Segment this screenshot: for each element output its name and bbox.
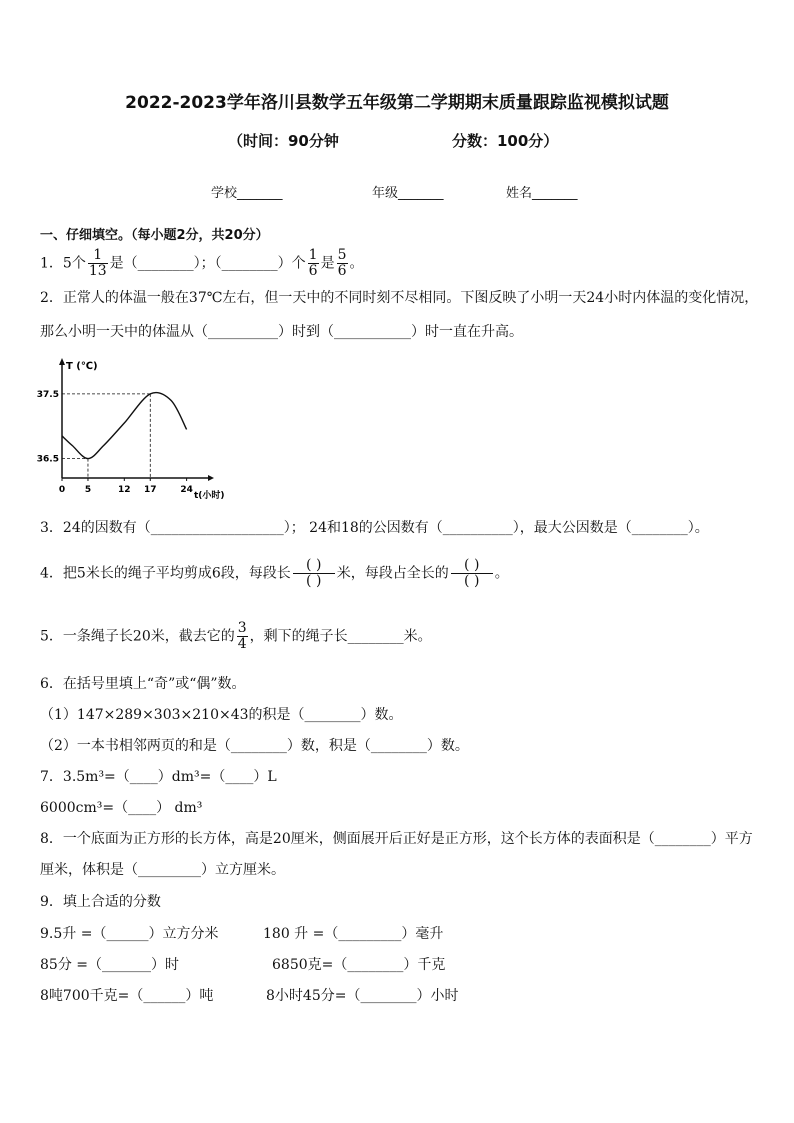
question-7-line-1: 7．3.5m³=（____）dm³=（____）L	[40, 769, 277, 785]
x-tick-label: 5	[84, 485, 92, 495]
fraction: $\frac{3}{4}$	[237, 620, 247, 652]
question-2-line-2: 那么小明一天中的体温从（__________）时到（___________）时一直在升高。	[40, 324, 523, 340]
question-5: 5．一条绳子长20米，截去它的 $\frac{3}{4}$ ，剩下的绳子长________米。	[40, 620, 432, 652]
question-8-line-1: 8．一个底面为正方形的长方体，高是20厘米，侧面展开后正好是正方形，这个长方体的表面积是（________）平方	[40, 831, 753, 847]
name-field: 姓名_______	[506, 186, 578, 201]
y-tick-label: 36.5	[36, 454, 59, 465]
question-9-heading: 9．填上合适的分数	[40, 894, 161, 910]
question-8-line-2: 厘米，体积是（_________）立方厘米。	[40, 862, 285, 878]
question-9-item: 85分 =（_______）时	[40, 957, 179, 973]
fraction: $\frac{1}{13}$	[88, 247, 107, 279]
x-tick-label: 12	[118, 485, 131, 495]
question-9-item: 8小时45分=（________）小时	[266, 988, 459, 1004]
temperature-curve	[62, 392, 187, 458]
x-tick-label: 17	[144, 485, 157, 495]
grade-field: 年级_______	[372, 186, 444, 201]
fraction: $\frac{5}{6}$	[337, 247, 347, 279]
question-6-line-3: （2）一本书相邻两页的和是（________）数，积是（________）数。	[40, 738, 469, 754]
question-9-item: 6850克=（________）千克	[272, 957, 446, 973]
fraction-blank: $\frac{( )}{( )}$	[451, 558, 493, 589]
exam-score: 分数：100分）	[452, 132, 559, 150]
question-4: 4．把5米长的绳子平均剪成6段，每段长 $\frac{( )}{( )}$ 米，每段占全长的 $\frac{( )}{( )}$ 。	[40, 557, 509, 589]
question-1: 1．5个 $\frac{1}{13}$ 是（________）；（________）个 $\frac{1}{6}$ 是 $\frac{5}{6}$ 。	[40, 247, 364, 279]
question-9-item: 8吨700千克=（______）吨	[40, 988, 214, 1004]
x-tick-label: 24	[180, 485, 193, 495]
question-9-item: 180 升 =（_________）毫升	[263, 926, 444, 942]
x-axis-label: t(小时)	[194, 491, 225, 501]
y-tick-label: 37.5	[36, 389, 59, 400]
x-axis-arrow	[208, 475, 214, 481]
y-axis-label: T (℃)	[66, 361, 98, 372]
school-field: 学校_______	[211, 186, 283, 201]
fraction: $\frac{1}{6}$	[308, 247, 318, 279]
exam-time: （时间：90分钟	[228, 132, 339, 150]
question-2-line-1: 2．正常人的体温一般在37℃左右，但一天中的不同时刻不尽相同。下图反映了小明一天24小时内体温的变化情况，	[40, 290, 759, 306]
section-heading: 一、仔细填空。（每小题2分，共20分）	[40, 228, 269, 243]
question-6-line-1: 6．在括号里填上“奇”或“偶”数。	[40, 676, 246, 692]
question-7-line-2: 6000cm³=（____） dm³	[40, 800, 203, 816]
question-6-line-2: （1）147×289×303×210×43的积是（________）数。	[40, 707, 403, 723]
question-3: 3．24的因数有（___________________）； 24和18的公因数有（__________），最大公因数是（________）。	[40, 520, 709, 536]
question-9-item: 9.5升 =（______）立方分米	[40, 926, 219, 942]
y-axis-arrow	[59, 358, 65, 365]
x-tick-label: 0	[58, 485, 66, 495]
page-title: 2022-2023学年洛川县数学五年级第二学期期末质量跟踪监视模拟试题	[125, 93, 669, 113]
fraction-blank: $\frac{( )}{( )}$	[293, 558, 335, 589]
temperature-chart	[30, 355, 235, 505]
